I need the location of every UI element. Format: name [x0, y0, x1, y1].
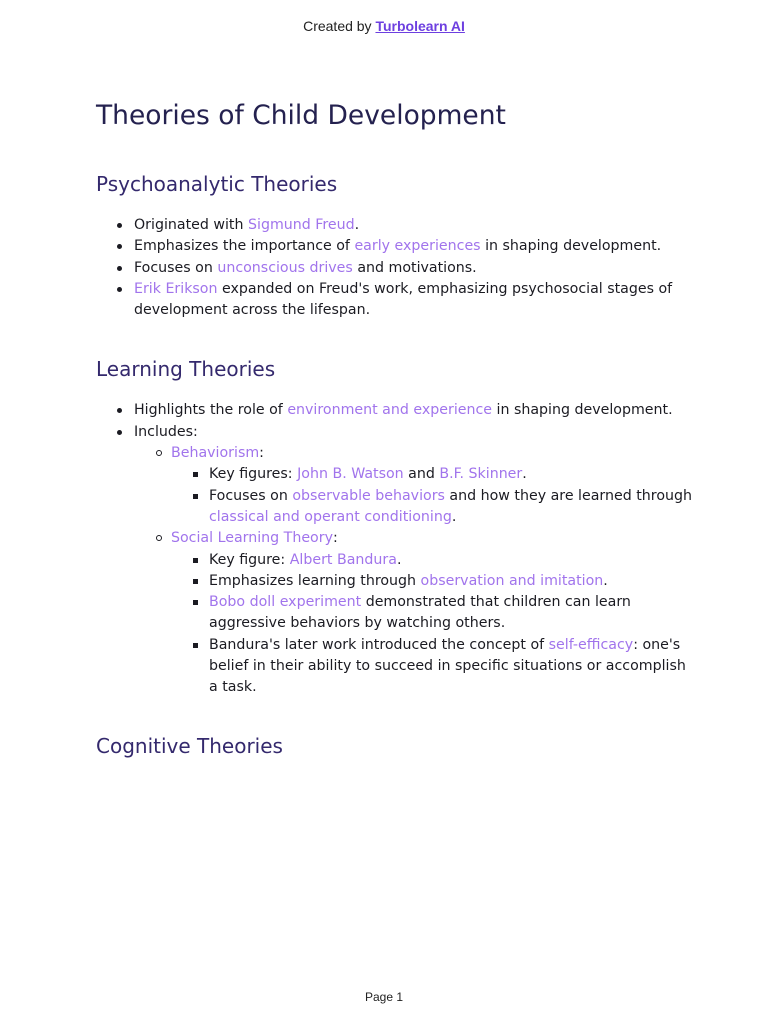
list-item: Highlights the role of environment and experience in shaping development. — [96, 400, 696, 421]
page-title: Theories of Child Development — [96, 100, 506, 131]
list-item: Behaviorism: Key figures: John B. Watson and B.F. Skinner. Focuses on observable behaviors and how they are learned through classical and operant conditioning. — [134, 443, 696, 528]
highlight-term: unconscious drives — [217, 259, 353, 276]
document-body — [96, 96, 696, 761]
page-number: Page 1 — [364, 990, 404, 1004]
list-item: Originated with Sigmund Freud. — [96, 215, 696, 236]
learning-sublist — [134, 443, 696, 699]
section-heading-psychoanalytic: Psychoanalytic Theories — [96, 172, 338, 196]
highlight-term: early experiences — [354, 238, 481, 255]
highlight-term: observation and imitation — [420, 572, 604, 589]
list-item: Bobo doll experiment demonstrated that children can learn aggressive behaviors by watching others. — [171, 592, 696, 635]
psychoanalytic-list — [96, 215, 696, 321]
highlight-term: Sigmund Freud — [248, 217, 355, 233]
list-item: Includes: Behaviorism: Key figures: John B. Watson and B.F. Skinner. Focuses on observable behaviors and how they are learned through classical and operant conditioning. Social Learning Theory: Key figure: Albert Bandura. Emphasizes learning through observation and imitation. Bobo doll experiment demonstrated that children can learn aggressive behaviors by watching others. Bandura's later work introduced the concept of self-efficacy: one's belief in their ability to succeed in specific situations or accomplish a task. — [96, 422, 696, 699]
highlight-term: Social Learning Theory — [171, 530, 333, 547]
list-item: Emphasizes the importance of early experiences in shaping development. — [96, 236, 696, 257]
learning-list — [96, 400, 696, 698]
highlight-term: John B. Watson — [297, 466, 404, 483]
section-heading-cognitive: Cognitive Theories — [96, 733, 283, 758]
list-item: Erik Erikson expanded on Freud's work, emphasizing psychosocial stages of development across the lifespan. — [96, 279, 696, 322]
highlight-term: Albert Bandura — [289, 551, 397, 568]
list-item: Focuses on observable behaviors and how they are learned through classical and operant conditioning. — [171, 486, 696, 529]
social-learning-list — [171, 550, 696, 699]
list-item: Focuses on unconscious drives and motivations. — [96, 258, 696, 279]
highlight-term: Bobo doll experiment — [209, 594, 362, 611]
highlight-term: B.F. Skinner — [439, 466, 523, 483]
section-heading-learning: Learning Theories — [96, 357, 276, 382]
highlight-term: self-efficacy — [548, 636, 634, 653]
created-by-text: Created by — [303, 18, 372, 34]
list-item: Bandura's later work introduced the concept of self-efficacy: one's belief in their ability to succeed in specific situations or accomplish a task. — [171, 635, 696, 699]
list-item: Emphasizes learning through observation and imitation. — [171, 571, 696, 592]
highlight-term: environment and experience — [287, 402, 493, 419]
created-by-banner — [0, 18, 768, 34]
highlight-term: observable behaviors — [292, 487, 445, 504]
behaviorism-list — [171, 464, 696, 528]
list-item: Key figure: Albert Bandura. — [171, 550, 696, 571]
highlight-term: Behaviorism — [171, 445, 260, 462]
list-item: Social Learning Theory: Key figure: Albert Bandura. Emphasizes learning through observation and imitation. Bobo doll experiment demonstrated that children can learn aggressive behaviors by watching others. Bandura's later work introduced the concept of self-efficacy: one's belief in their ability to succeed in specific situations or accomplish a task. — [134, 528, 696, 698]
list-item: Key figures: John B. Watson and B.F. Skinner. — [171, 464, 696, 485]
highlight-term: Erik Erikson — [134, 280, 218, 297]
highlight-term: classical and operant conditioning — [209, 508, 452, 525]
turbolearn-link[interactable]: Turbolearn AI — [375, 18, 465, 34]
